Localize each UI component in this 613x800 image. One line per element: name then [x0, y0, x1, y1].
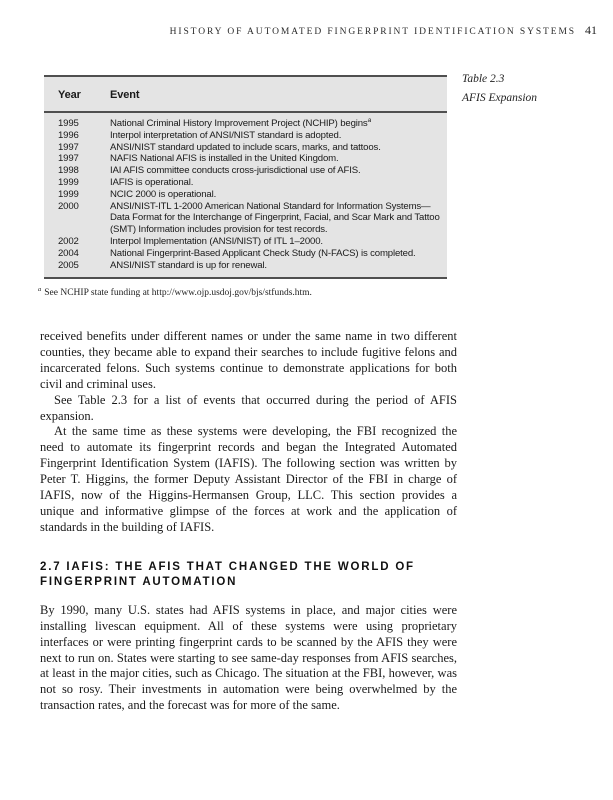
footnote-marker: a	[38, 285, 42, 293]
year-cell: 2002	[58, 235, 79, 247]
event-cell: Interpol Implementation (ANSI/NIST) of ITL 1–2000.	[110, 235, 323, 247]
table-row	[58, 201, 443, 236]
running-head-title: HISTORY OF AUTOMATED FINGERPRINT IDENTIFICATION SYSTEMS	[169, 27, 576, 37]
event-cell: ANSI/NIST standard updated to include scars, marks, and tattoos.	[110, 141, 381, 153]
year-cell: 2004	[58, 247, 79, 259]
event-cell: National Criminal History Improvement Project (NCHIP) begins$^a$	[110, 116, 372, 129]
event-cell: NCIC 2000 is operational.	[110, 188, 217, 200]
table-footnote	[38, 285, 448, 298]
page-number: 41	[585, 23, 597, 37]
afis-expansion-table	[44, 75, 447, 279]
event-cell: National Fingerprint-Based Applicant Check Study (N-FACS) is completed.	[110, 247, 416, 259]
event-cell: NAFIS National AFIS is installed in the United Kingdom.	[110, 153, 339, 165]
year-cell: 1996	[58, 129, 79, 141]
event-cell: ANSI/NIST-ITL 1-2000 American National Standard for Information Systems—Data Format for the Interchange of Fingerprint, Facial, and Scar Mark and Tattoo (SMT) Information includes provision for test records.	[110, 200, 440, 236]
year-cell: 1997	[58, 141, 79, 153]
footnote-marker: a	[367, 116, 372, 124]
event-cell: ANSI/NIST standard is up for renewal.	[110, 259, 267, 271]
event-cell: Interpol interpretation of ANSI/NIST standard is adopted.	[110, 129, 342, 141]
table-header-row	[44, 77, 447, 113]
table-caption	[462, 70, 537, 107]
year-cell: 2000	[58, 200, 79, 212]
table-body	[44, 113, 447, 277]
year-cell: 1995	[58, 118, 79, 129]
table-row	[58, 189, 443, 201]
footnote-text: See NCHIP state funding at http://www.ojp.usdoj.gov/bjs/stfunds.htm.	[44, 288, 312, 298]
table-caption-title: AFIS Expansion	[462, 91, 538, 104]
section-heading: 2.7 IAFIS: THE AFIS THAT CHANGED THE WORLD OF FINGERPRINT AUTOMATION	[40, 560, 415, 588]
running-head	[170, 23, 597, 38]
table-row	[58, 236, 443, 248]
table	[44, 75, 447, 279]
body-text	[40, 329, 457, 714]
paragraph: By 1990, many U.S. states had AFIS systems in place, and major cities were installing livescan equipment. All of these systems were using proprietary interfaces or were printing fingerprint cards to be scanned by the AFIS they were next to run on. States were starting to see same-day responses from AFIS searches, at least in the major cities, such as Chicago. The situation at the FBI, however, was not so rosy. Their investments in automation were being overwhelmed by the transaction rates, and the forecast was for more of the same.	[40, 602, 457, 713]
table-row	[58, 130, 443, 142]
paragraph: received benefits under different names or under the same name in two different counties, they became able to expand their searches to include fugitive felons and incarcerated felons. Such systems continue to demonstrate applications for both civil and criminal uses.	[40, 329, 457, 391]
year-cell: 1999	[58, 176, 79, 188]
table-row	[58, 142, 443, 154]
table-caption-label: Table 2.3	[462, 73, 505, 85]
event-cell: IAFIS is operational.	[110, 176, 194, 188]
table-row	[58, 165, 443, 177]
year-cell: 1999	[58, 188, 79, 200]
column-header-event: Event	[110, 89, 140, 101]
event-cell: IAI AFIS committee conducts cross-jurisdictional use of AFIS.	[110, 165, 361, 177]
table-row	[58, 260, 443, 272]
table-row	[58, 177, 443, 189]
paragraph: See Table 2.3 for a list of events that occurred during the period of AFIS expansion.	[40, 392, 457, 423]
paragraph: At the same time as these systems were developing, the FBI recognized the need to automate its fingerprint records and began the Integrated Automated Fingerprint Identification System (IAFIS). The following section was written by Peter T. Higgins, the former Deputy Assistant Director of the FBI in charge of IAFIS, now of the Higgins-Hermansen Group, LLC. This section provides a unique and informative glimpse of the forces at work and the application of standards in the building of IAFIS.	[40, 424, 457, 534]
year-cell: 1997	[58, 153, 79, 165]
table-row	[58, 248, 443, 260]
column-header-year: Year	[58, 89, 81, 101]
year-cell: 1998	[58, 165, 79, 177]
table-row	[58, 153, 443, 165]
year-cell: 2005	[58, 259, 79, 271]
table-row	[58, 118, 443, 130]
